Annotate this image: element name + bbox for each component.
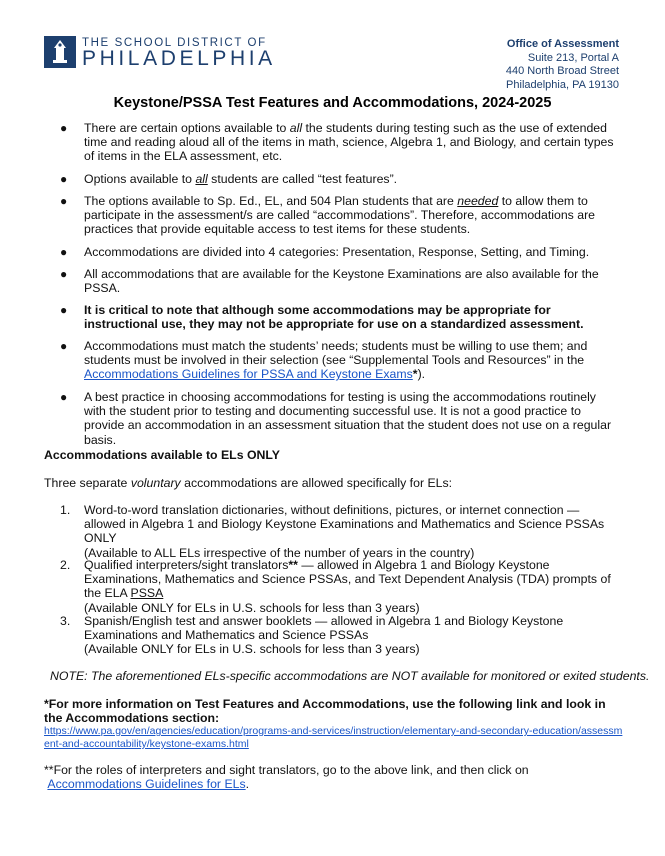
- office-title: Office of Assessment: [506, 38, 619, 50]
- bullet-icon: ●: [60, 339, 68, 353]
- els-guidelines-link[interactable]: Accommodations Guidelines for ELs: [47, 777, 246, 792]
- numbered-item: 1. Word-to-word translation dictionaries, without definitions, pictures, or internet connection — allowed in Algebra 1 and Biology Keystone Examinations and Mathematics and Science PSSAs ONLY (Available to ALL ELs irrespective of the number of years in the country): [60, 503, 605, 560]
- liberty-bell-icon: [44, 36, 76, 68]
- bullet-item: ● It is critical to note that although some accommodations may be appropriate for instructional use, they may not be appropriate for use on a standardized assessment.: [60, 303, 584, 332]
- bullet-icon: ●: [60, 267, 68, 281]
- accommodations-guidelines-link[interactable]: Accommodations Guidelines for PSSA and Keystone Exams: [84, 367, 413, 382]
- more-info-text: *For more information on Test Features and Accommodations, use the following link and look in the Accommodations section:: [44, 697, 606, 726]
- office-address-block: [506, 38, 619, 92]
- bullet-item: ● The options available to Sp. Ed., EL, and 504 Plan students that are needed to allow them to participate in the assessment/s are called “accommodations”. Therefore, accommodations are practices that provide equitable access to test items for these students.: [60, 194, 596, 237]
- bullet-icon: ●: [60, 390, 68, 404]
- els-note: NOTE: The aforementioned ELs-specific accommodations are NOT available for monitored or exited students.: [50, 669, 650, 683]
- roles-paragraph: **For the roles of interpreters and sight translators, go to the above link, and then click on Accommodations Guidelines for ELs.: [44, 763, 529, 792]
- bullet-item: ● A best practice in choosing accommodations for testing is using the accommodations routinely with the student prior to testing and documenting successful use. It is not a good practice to provide an accommodation in an assessment situation that the student does not use on a regular basis.: [60, 390, 612, 447]
- bullet-item: ● All accommodations that are available for the Keystone Examinations are also available for the PSSA.: [60, 267, 599, 296]
- bullet-icon: ●: [60, 303, 68, 317]
- bullet-item: ● Accommodations are divided into 4 categories: Presentation, Response, Setting, and Timing.: [60, 245, 590, 259]
- logo-line2: PHILADELPHIA: [82, 47, 276, 70]
- district-logo: [44, 36, 284, 70]
- numbered-item: 2. Qualified interpreters/sight translators** — allowed in Algebra 1 and Biology Keystone Examinations, Mathematics and Science PSSAs, and Text Dependent Analysis (TDA) prompts of the ELA PSSA (Available ONLY for ELs in U.S. schools for less than 3 years): [60, 558, 611, 615]
- office-address-line: Philadelphia, PA 19130: [506, 78, 619, 91]
- office-address-line: 440 North Broad Street: [505, 65, 619, 77]
- bullet-item: ● Accommodations must match the students’ needs; students must be willing to use them; and students must be involved in their selection (see “Supplemental Tools and Resources” in the Accommodations Guidelines for PSSA and Keystone Exams*).: [60, 339, 588, 382]
- bullet-item: ● Options available to all students are called “test features”.: [60, 172, 398, 186]
- bullet-item: ● There are certain options available to all the students during testing such as the use of extended time and reading aloud all of the items in math, science, Algebra 1, and Biology, and certain types of items in the ELA assessment, etc.: [60, 121, 614, 164]
- logo-line1: THE SCHOOL DISTRICT OF: [82, 37, 267, 49]
- office-address-line: Suite 213, Portal A: [527, 51, 619, 64]
- document-title: Keystone/PSSA Test Features and Accommodations, 2024-2025: [113, 95, 552, 111]
- keystone-exams-url-link[interactable]: https://www.pa.gov/en/agencies/education/programs-and-services/instruction/elementary-and-secondary-education/assessment-and-accountability/keystone-exams.html: [44, 725, 623, 750]
- bullet-icon: ●: [60, 172, 68, 186]
- bullet-icon: ●: [60, 245, 68, 259]
- bullet-icon: ●: [60, 121, 68, 135]
- els-section-heading: Accommodations available to ELs ONLY: [44, 448, 280, 462]
- bullet-icon: ●: [60, 194, 68, 208]
- numbered-item: 3. Spanish/English test and answer booklets — allowed in Algebra 1 and Biology Keystone Examinations and Mathematics and Science PSSAs (Available ONLY for ELs in U.S. schools for less than 3 years): [60, 614, 564, 657]
- els-intro: Three separate voluntary accommodations are allowed specifically for ELs:: [44, 476, 453, 490]
